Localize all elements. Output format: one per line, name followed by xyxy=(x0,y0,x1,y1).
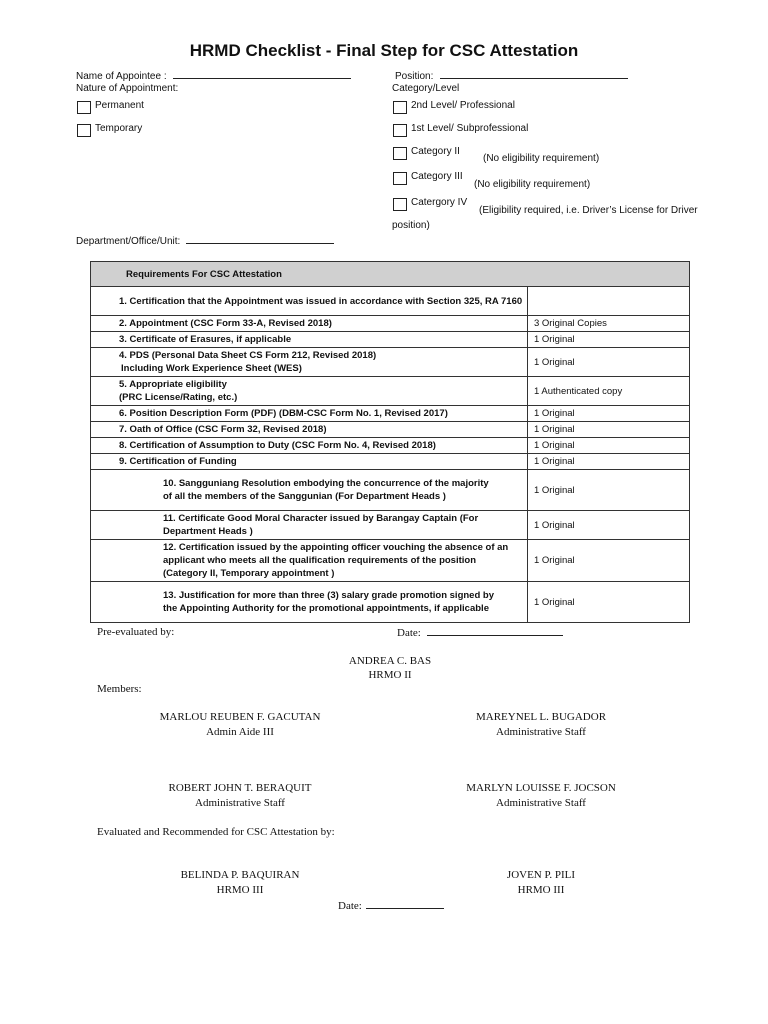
requirement-cell xyxy=(91,406,528,422)
appointee-field[interactable] xyxy=(76,69,351,82)
copies-cell: 1 Original xyxy=(528,540,690,582)
category-iii-note: (No eligibility requirement) xyxy=(474,179,591,190)
requirement-cell xyxy=(91,332,528,348)
member-title: Administrative Staff xyxy=(496,797,586,809)
requirements-table xyxy=(90,261,690,623)
lead-evaluator-name: ANDREA C. BAS xyxy=(348,655,432,667)
table-row xyxy=(91,332,690,348)
checkbox-glyph-icon[interactable] xyxy=(93,477,163,478)
checkbox-glyph-icon[interactable] xyxy=(93,512,163,513)
category-ii-checkbox[interactable] xyxy=(393,147,407,160)
table-row xyxy=(91,406,690,422)
copies-cell: 1 Original xyxy=(528,454,690,470)
copies-cell: 1 Original xyxy=(528,511,690,540)
date-label: Date: xyxy=(338,900,362,912)
member-title: Admin Aide III xyxy=(206,726,274,738)
copies-cell: 3 Original Copies xyxy=(528,316,690,332)
date-line[interactable] xyxy=(366,899,444,909)
permanent-label: Permanent xyxy=(95,100,144,111)
category-iv-label: Catergory IV xyxy=(411,197,468,208)
table-row xyxy=(91,582,690,623)
evaluator-title: HRMO III xyxy=(517,884,565,896)
requirement-cell xyxy=(91,348,528,377)
position-label: Position: xyxy=(395,71,434,82)
requirement-text: 4. PDS (Personal Data Sheet CS Form 212, Revised 2018) xyxy=(119,350,377,361)
lead-evaluator-title: HRMO II xyxy=(368,669,412,681)
requirement-cell xyxy=(91,582,528,623)
final-date-field[interactable] xyxy=(338,899,444,912)
requirement-text: 2. Appointment (CSC Form 33-A, Revised 2018) xyxy=(119,318,332,329)
member-name: MARLOU REUBEN F. GACUTAN xyxy=(159,711,321,723)
category-ii-note: (No eligibility requirement) xyxy=(483,153,600,164)
first-level-label: 1st Level/ Subprofessional xyxy=(411,123,529,134)
temporary-checkbox[interactable] xyxy=(77,124,91,137)
second-level-checkbox[interactable] xyxy=(393,101,407,114)
requirement-text: 5. Appropriate eligibility xyxy=(119,379,227,390)
table-row xyxy=(91,287,690,316)
category-iv-note: (Eligibility required, i.e. Driver’s License for Driver xyxy=(479,205,698,216)
department-line[interactable] xyxy=(186,234,334,244)
table-row xyxy=(91,316,690,332)
member-title: Administrative Staff xyxy=(496,726,586,738)
table-header: Requirements For CSC Attestation xyxy=(91,262,690,287)
checkbox-glyph-icon[interactable] xyxy=(93,317,119,318)
evaluated-label: Evaluated and Recommended for CSC Attestation by: xyxy=(97,826,335,838)
table-row xyxy=(91,470,690,511)
nature-label: Nature of Appointment: xyxy=(76,83,179,94)
requirement-cell xyxy=(91,422,528,438)
member-name: MARLYN LOUISSE F. JOCSON xyxy=(466,782,616,794)
table-row xyxy=(91,438,690,454)
requirement-cell xyxy=(91,511,528,540)
table-row xyxy=(91,454,690,470)
checkbox-glyph-icon[interactable] xyxy=(93,541,163,542)
category-ii-label: Category II xyxy=(411,146,460,157)
requirement-cell xyxy=(91,377,528,406)
table-row xyxy=(91,348,690,377)
evaluator-name: JOVEN P. PILI xyxy=(506,869,576,881)
requirement-cell xyxy=(91,540,528,582)
pre-evaluated-label: Pre-evaluated by: xyxy=(97,626,175,638)
copies-cell xyxy=(528,287,690,316)
temporary-label: Temporary xyxy=(95,123,143,134)
member-name: MAREYNEL L. BUGADOR xyxy=(475,711,607,723)
category-iv-note-cont: position) xyxy=(392,220,430,231)
requirement-text: 8. Certification of Assumption to Duty (CSC Form No. 4, Revised 2018) xyxy=(119,440,436,451)
category-iii-checkbox[interactable] xyxy=(393,172,407,185)
checkbox-glyph-icon[interactable] xyxy=(93,295,119,296)
evaluator-name: BELINDA P. BAQUIRAN xyxy=(180,869,300,881)
position-line[interactable] xyxy=(440,69,628,79)
appointee-label: Name of Appointee : xyxy=(76,71,167,82)
members-label: Members: xyxy=(97,683,142,695)
copies-cell: 1 Original xyxy=(528,470,690,511)
checkbox-glyph-icon[interactable] xyxy=(93,439,119,440)
second-level-label: 2nd Level/ Professional xyxy=(411,100,515,111)
evaluator-title: HRMO III xyxy=(216,884,264,896)
requirement-cell xyxy=(91,470,528,511)
copies-cell: 1 Authenticated copy xyxy=(528,377,690,406)
requirement-text-cont: (PRC License/Rating, etc.) xyxy=(119,392,238,403)
requirement-text: 11. Certificate Good Moral Character issued by Barangay Captain (For Department Heads ) xyxy=(163,513,479,537)
requirement-cell xyxy=(91,316,528,332)
department-field[interactable] xyxy=(76,234,334,247)
category-iii-label: Category III xyxy=(411,171,463,182)
table-row xyxy=(91,540,690,582)
requirement-text-cont: Including Work Experience Sheet (WES) xyxy=(121,363,302,374)
checkbox-glyph-icon[interactable] xyxy=(93,455,119,456)
date-label: Date: xyxy=(397,627,421,639)
category-iv-checkbox[interactable] xyxy=(393,198,407,211)
department-label: Department/Office/Unit: xyxy=(76,236,181,247)
checkbox-glyph-icon[interactable] xyxy=(93,589,163,590)
requirement-text: 10. Sangguniang Resolution embodying the concurrence of the majority of all the members of the Sanggunian (For Department Heads ) xyxy=(163,478,489,502)
first-level-checkbox[interactable] xyxy=(393,124,407,137)
copies-cell: 1 Original xyxy=(528,582,690,623)
copies-cell: 1 Original xyxy=(528,332,690,348)
requirement-cell xyxy=(91,287,528,316)
permanent-checkbox[interactable] xyxy=(77,101,91,114)
checkbox-glyph-icon[interactable] xyxy=(93,378,119,379)
copies-cell: 1 Original xyxy=(528,422,690,438)
requirement-cell xyxy=(91,454,528,470)
pre-eval-date-field[interactable] xyxy=(397,626,563,639)
member-name: ROBERT JOHN T. BERAQUIT xyxy=(168,782,312,794)
requirement-text: 1. Certification that the Appointment was issued in accordance with Section 325, RA 7160 xyxy=(119,295,523,307)
table-header-row xyxy=(91,262,690,287)
table-row xyxy=(91,377,690,406)
checkbox-glyph-icon[interactable] xyxy=(93,423,119,424)
requirement-text: 3. Certificate of Erasures, if applicable xyxy=(119,334,292,345)
position-field[interactable] xyxy=(395,69,628,82)
copies-cell: 1 Original xyxy=(528,438,690,454)
checkbox-glyph-icon[interactable] xyxy=(93,349,119,350)
requirement-text: 6. Position Description Form (PDF) (DBM-CSC Form No. 1, Revised 2017) xyxy=(119,408,448,419)
checkbox-glyph-icon[interactable] xyxy=(93,407,119,408)
appointee-line[interactable] xyxy=(173,69,351,79)
requirement-text: 13. Justification for more than three (3) salary grade promotion signed by the Appointing Authority for the promotional appointments, if applicable xyxy=(163,590,494,614)
requirement-cell xyxy=(91,438,528,454)
table-row xyxy=(91,511,690,540)
page-title: HRMD Checklist - Final Step for CSC Attestation xyxy=(189,41,579,60)
category-label: Category/Level xyxy=(392,83,460,94)
copies-cell: 1 Original xyxy=(528,406,690,422)
date-line[interactable] xyxy=(427,626,563,636)
table-row xyxy=(91,422,690,438)
requirement-text: 12. Certification issued by the appointing officer vouching the absence of an applicant who meets all the qualification requirements of the position (Category II, Temporary appointment ) xyxy=(163,542,509,579)
copies-cell: 1 Original xyxy=(528,348,690,377)
member-title: Administrative Staff xyxy=(195,797,285,809)
requirement-text: 9. Certification of Funding xyxy=(119,456,237,467)
checkbox-glyph-icon[interactable] xyxy=(93,333,119,334)
requirement-text: 7. Oath of Office (CSC Form 32, Revised 2018) xyxy=(119,424,327,435)
